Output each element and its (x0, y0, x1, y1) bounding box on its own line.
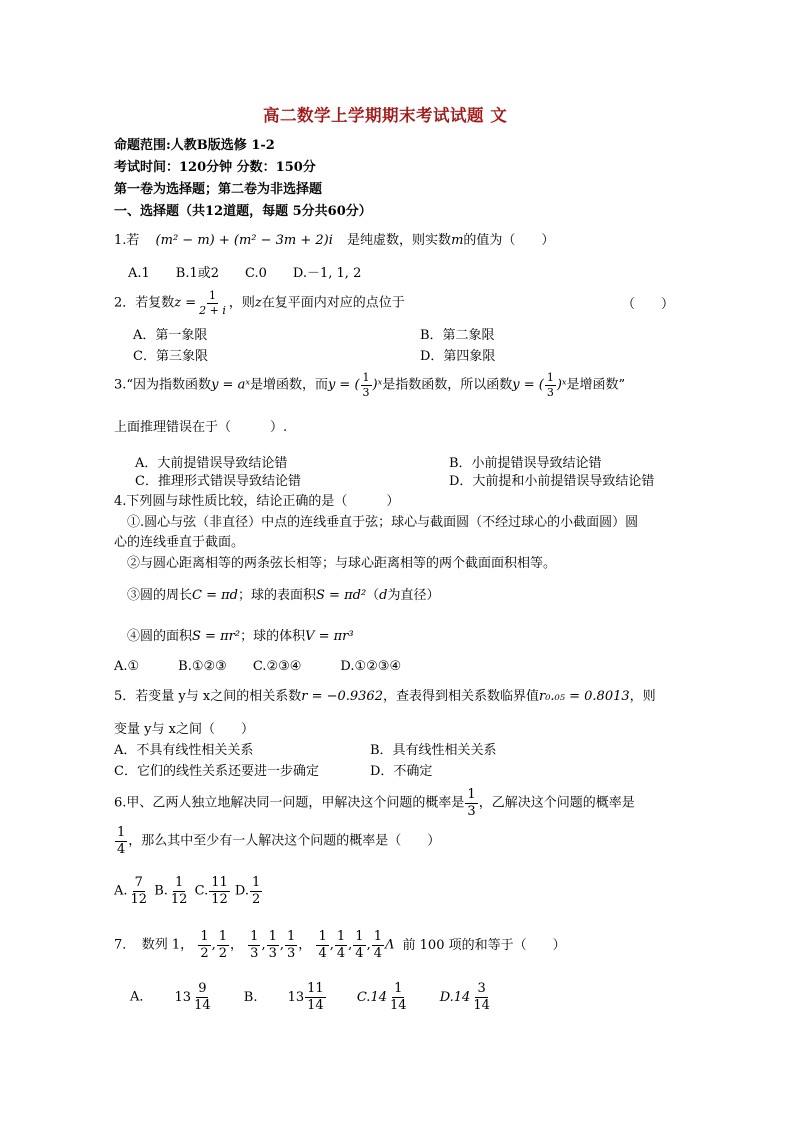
q7-option-c-label: C.14 (356, 989, 387, 1005)
q6-option-b-label: B. (154, 883, 168, 899)
q7-d-den: 14 (473, 997, 490, 1013)
q6-b-den: 12 (170, 891, 188, 907)
exam-scope: 命题范围:人教B版选修 1-2 (114, 138, 275, 153)
q3-frac1 (361, 372, 372, 398)
q7-p2: 前 100 项的和等于（ ） (402, 937, 566, 953)
q4-s4a: ④圆的面积 (114, 629, 193, 644)
q6-frac2 (115, 826, 127, 856)
q4-s3-formula2: S = πd² (316, 588, 367, 603)
q3-f1: y = aˣ (211, 377, 250, 393)
q3-option-c: C．推理形式错误导致结论错 (135, 474, 301, 489)
q2-mid: ，则 (228, 295, 255, 311)
q6-a-den: 12 (130, 891, 148, 907)
q6-p3: ，那么其中至少有一人解决这个问题的概率是（ ） (128, 833, 441, 849)
q6-c-den: 12 (211, 891, 228, 907)
question-1 (114, 234, 554, 247)
q7-option-d (471, 982, 492, 1012)
q3-p2: 是增函数，而 (249, 377, 328, 393)
q2-var2: z (254, 295, 262, 311)
q4-s3e: 为直径） (387, 588, 440, 603)
q5-option-b: B．具有线性相关关系 (370, 743, 497, 758)
q2-num: 1 (209, 289, 217, 302)
q2-fraction (197, 290, 228, 316)
q5-f2: r₀.₀₅ = 0.8013 (539, 689, 630, 704)
q2-tail: 在复平面内对应的点位于 (261, 295, 405, 311)
q5-option-d: D．不确定 (370, 764, 433, 779)
q4-statement-1b: 心的连线垂直于截面。 (114, 535, 245, 550)
q7-a-whole: 13 (174, 989, 192, 1005)
q4-s3d: d (379, 588, 388, 603)
q5-p1: 5．若变量 y与 x之间的相关系数 (114, 689, 302, 704)
q5-option-a: A．不具有线性相关关系 (114, 743, 254, 758)
q1-expression: (m² − m) + (m² − 3m + 2)i (155, 233, 333, 248)
q6-option-d-label: D. (234, 883, 249, 899)
q4-s3c: （ (366, 588, 380, 603)
q6-line2 (114, 826, 440, 856)
q3-p1: 3.“因为指数函数 (114, 377, 212, 393)
question-7: 7． 数列 1， $\frac{1}{2}$ , $\frac{1}{2}$ ， $\frac{1}{3}$ , $\frac{1}{3}$ , $\frac{1}{3}$ ， $\frac{1}{4}$ , $\frac{1}{4}$ , $\frac{1}{4}$ , $\frac{1}{4}$ Λ 前 100 项的和等于（ ） (114, 929, 566, 961)
q3-frac2 (545, 372, 556, 398)
q7-c-num: 1 (394, 981, 403, 996)
exam-time: 考试时间：120分钟 分数：150分 (114, 160, 316, 175)
q4-s4b: ；球的体积 (240, 629, 306, 644)
q6-option-c (209, 876, 230, 906)
q4-statement-1a: ①.圆心与弦（非直径）中点的连线垂直于弦；球心与截面圆（不经过球心的小截面圆）圆 (114, 515, 639, 530)
q6-option-a (129, 876, 150, 906)
q4-s4-formula1: S = πr² (192, 629, 241, 644)
q7-option-c (388, 982, 409, 1012)
q6-p1: 6.甲、乙两人独立地解决同一问题，甲解决这个问题的概率是 (114, 795, 465, 811)
q7-options (130, 982, 493, 1012)
q3-f2a: y = ( (327, 377, 360, 393)
q6-frac2-den: 4 (117, 841, 126, 857)
q6-b-num: 1 (175, 875, 184, 890)
q7-d-num: 3 (477, 981, 486, 996)
q3-frac2-den: 3 (546, 385, 554, 399)
q7-option-d-label: D.14 (439, 989, 471, 1005)
q6-option-a-label: A. (114, 883, 128, 899)
q2-answer-paren: （ ） (622, 297, 675, 312)
q6-d-den: 2 (252, 891, 261, 907)
q4-statement-2: ②与圆心距离相等的两条弦长相等；与球心距离相等的两个截面面积相等。 (114, 556, 557, 571)
q6-p2: ，乙解决这个问题的概率是 (478, 795, 635, 811)
q5-option-c: C．它们的线性关系还要进一步确定 (114, 764, 319, 779)
q3-f3a: y = ( (512, 377, 544, 393)
q6-frac1-den: 3 (467, 803, 476, 819)
q7-b-den: 14 (307, 997, 324, 1013)
q4-statement-3 (114, 589, 440, 602)
q3-f2b: )ˣ (372, 377, 383, 393)
question-5 (114, 690, 656, 703)
q1-lead: 1.若 (114, 233, 140, 248)
q7-b-num: 11 (307, 981, 324, 996)
q7-option-b-label: B. (243, 989, 258, 1005)
q2-var: z = (174, 295, 197, 311)
q3-option-d: D．大前提和小前提错误导致结论错 (449, 474, 655, 489)
q6-a-num: 7 (134, 875, 143, 890)
q3-frac1-num: 1 (362, 371, 370, 384)
q5-p3: ，则 (629, 689, 656, 704)
q5-line2: 变量 y与 x之间（ ） (114, 722, 254, 737)
q4-options: A.① B.①②③ C.②③④ D.①②③④ (114, 659, 402, 674)
q6-option-c-label: C. (194, 883, 209, 899)
question-3 (114, 372, 625, 398)
q2-den: 2 + i (199, 303, 226, 317)
q7-option-b (305, 982, 326, 1012)
q6-frac2-num: 1 (117, 825, 126, 840)
q7-p1: 7． 数列 1， (114, 937, 194, 953)
question-6 (114, 788, 635, 818)
q5-f1: r = −0.9362 (301, 689, 383, 704)
q6-option-b (169, 876, 190, 906)
q2-option-b: B．第二象限 (420, 328, 495, 343)
q7-c-den: 14 (390, 997, 407, 1013)
q7-a-num: 9 (198, 981, 207, 996)
q4-s3b: ；球的表面积 (238, 588, 317, 603)
q6-option-d (250, 876, 262, 906)
q3-frac2-num: 1 (546, 371, 554, 384)
q6-frac1 (465, 788, 477, 818)
q1-var: m (451, 233, 464, 248)
q7-a-den: 14 (194, 997, 211, 1013)
q6-c-num: 11 (211, 875, 228, 890)
q3-p4: 是增函数” (566, 377, 626, 393)
question-4: 4.下列圆与球性质比较，结论正确的是（ ） (114, 494, 400, 509)
q3-p3: 是指数函数，所以函数 (382, 377, 513, 393)
q1-options: A.1 B.1或2 C.0 D.－1, 1, 2 (128, 266, 362, 281)
q1-tail: 是纯虚数，则实数 (347, 233, 452, 248)
q7-b-whole: 13 (287, 989, 305, 1005)
q3-option-a: A．大前提错误导致结论错 (135, 456, 288, 471)
question-2 (114, 290, 405, 316)
q7-ellipsis: Λ (384, 937, 395, 953)
q4-s3-formula1: C = πd (192, 588, 238, 603)
q2-option-d: D．第四象限 (420, 349, 496, 364)
q3-option-b: B．小前提错误导致结论错 (449, 456, 602, 471)
q6-options (114, 876, 263, 906)
exam-sections: 第一卷为选择题；第二卷为非选择题 (114, 182, 323, 197)
q3-line2: 上面推理错误在于（ ）. (114, 420, 288, 435)
q7-option-a-label: A． (130, 989, 153, 1005)
page-title: 高二数学上学期期末考试试题 文 (263, 106, 508, 125)
q7-option-a (192, 982, 213, 1012)
q2-option-a: A．第一象限 (133, 328, 208, 343)
q1-tail2: 的值为（ ） (463, 233, 555, 248)
q2-option-c: C．第三象限 (133, 349, 208, 364)
q2-lead: 2．若复数 (114, 295, 175, 311)
q3-f3b: )ˣ (556, 377, 567, 393)
q6-d-num: 1 (252, 875, 261, 890)
q3-frac1-den: 3 (362, 385, 370, 399)
q4-s4-formula2: V = πr³ (305, 629, 354, 644)
part-one-heading: 一、选择题（共12道题，每题 5分共60分） (114, 204, 372, 219)
q6-frac1-num: 1 (467, 787, 476, 802)
q5-p2: ，查表得到相关系数临界值 (382, 689, 539, 704)
q4-s3a: ③圆的周长 (114, 588, 193, 603)
q4-statement-4 (114, 630, 354, 643)
